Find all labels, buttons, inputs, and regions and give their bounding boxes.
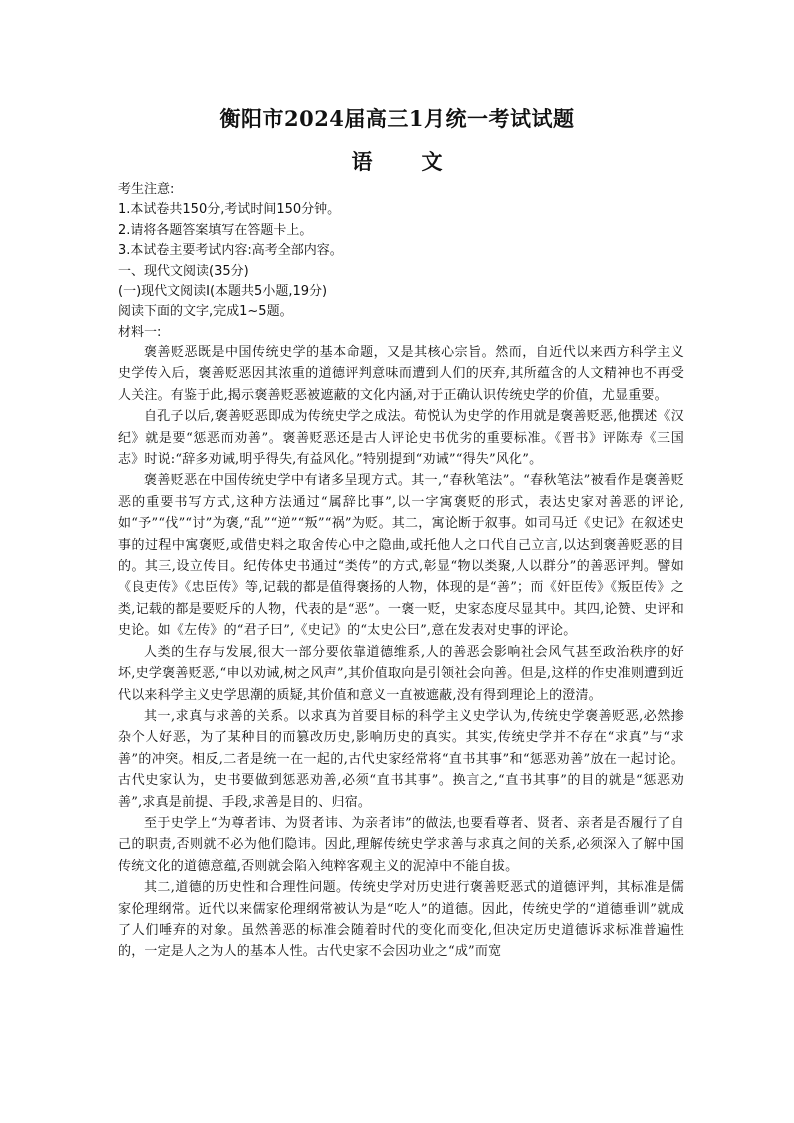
section-heading: 一、现代文阅读(35分)	[118, 263, 249, 279]
exam-title: 衡阳市2024届高三1月统一考试试题	[219, 106, 575, 131]
paragraph-6: 至于史学上“为尊者讳、为贤者讳、为亲者讳”的做法,也要看尊者、贤者、亲者是否履行了自己的职责,否则就不必为他们隐讳。因此,理解传统史学求善与求真之间的关系,必须深入了解中国传统文化的道德意蕴,否则就会陷入纯粹客观主义的泥淖中不能自拔。	[118, 815, 684, 874]
paragraph-7: 其二,道德的历史性和合理性问题。传统史学对历史进行褒善贬恶式的道德评判，其标准是儒家伦理纲常。近代以来儒家伦理纲常被认为是“吃人”的道德。因此，传统史学的“道德垂训”就成了人们唾弃的对象。虽然善恶的标准会随着时代的变化而变化,但决定历史道德诉求标准普遍性的，一定是人之为人的基本人性。古代史家不会因功业之“成”而宽	[118, 880, 684, 960]
paragraph-2: 自孔子以后,褒善贬恶即成为传统史学之成法。荀悦认为史学的作用就是褒善贬恶,他撰述《汉纪》就是要“惩恶而劝善”。褒善贬恶还是古人评论史书优劣的重要标准。《晋书》评陈寿《三国志》时说:“辞多劝诫,明乎得失,有益风化。”特别提到“劝诫”“得失”风化”。	[118, 409, 684, 468]
paragraph-1: 褒善贬恶既是中国传统史学的基本命题，又是其核心宗旨。然而，自近代以来西方科学主义史学传入后，褒善贬恶因其浓重的道德评判意味而遭到人们的厌弃,其所蕴含的人文精神也不再受人关注。有鉴于此,揭示褒善贬恶被遮蔽的文化内涵,对于正确认识传统史学的价值，尤显重要。	[118, 345, 684, 403]
notice-item-2: 2.请将各题答案填写在答题卡上。	[118, 222, 313, 238]
paragraph-4: 人类的生存与发展,很大一部分要依靠道德维系,人的善恶会影响社会风气甚至政治秩序的好坏,史学褒善贬恶,“申以劝诫,树之风声”,其价值取向是引领社会向善。但是,这样的作史准则遭到近代以来科学主义史学思潮的质疑,其价值和意义一直被遮蔽,没有得到理论上的澄清。	[118, 644, 684, 703]
reading-instruction: 阅读下面的文字,完成1~5题。	[118, 304, 293, 320]
material-label: 材料一:	[118, 324, 162, 340]
paragraph-3: 褒善贬恶在中国传统史学中有诸多呈现方式。其一,“春秋笔法”。“春秋笔法”被看作是褒善贬恶的重要书写方式,这种方法通过“属辞比事”,以一字寓褒贬的形式，表达史家对善恶的评论,如“予”“伐”“讨”为褒,“乱”“逆”“叛”“祸”为贬。其二，寓论断于叙事。如司马迁《史记》在叙述史事的过程中寓褒贬,或借史料之取舍传心中之隐曲,或托他人之口代自己立言,以达到褒善贬恶的目的。其三,设立传目。纪传体史书通过“类传”的方式,彰显“物以类聚,人以群分”的善恶评判。譬如《良吏传》《忠臣传》等,记载的都是值得褒扬的人物，体现的是“善”；而《奸臣传》《叛臣传》之类,记载的都是要贬斥的人物，代表的是“恶”。一褒一贬，史家态度尽显其中。其四,论赞、史评和史论。如《左传》的“君子曰”,《史记》的“太史公曰”,意在发表对史事的评论。	[118, 473, 684, 639]
reading-material	[118, 342, 684, 963]
notice-heading: 考生注意:	[118, 182, 175, 197]
paragraph-5: 其一,求真与求善的关系。以求真为首要目标的科学主义史学认为,传统史学褒善贬恶,必然掺杂个人好恶，为了某种目的而篡改历史,影响历史的真实。其实,传统史学并不存在“求真”与“求善”的冲突。相反,二者是统一在一起的,古代史家经常将“直书其事”和“惩恶劝善”放在一起讨论。古代史家认为，史书要做到惩恶劝善,必须“直书其事”。换言之,“直书其事”的目的就是“惩恶劝善”,求真是前提、手段,求善是目的、归宿。	[118, 708, 684, 810]
subsection-heading: (一)现代文阅读Ⅰ(本题共5小题,19分)	[118, 284, 328, 300]
exam-notice	[118, 180, 688, 343]
notice-item-3: 3.本试卷主要考试内容:高考全部内容。	[118, 243, 343, 259]
notice-item-1: 1.本试卷共150分,考试时间150分钟。	[118, 202, 341, 218]
subject-title: 语 文	[351, 149, 457, 174]
